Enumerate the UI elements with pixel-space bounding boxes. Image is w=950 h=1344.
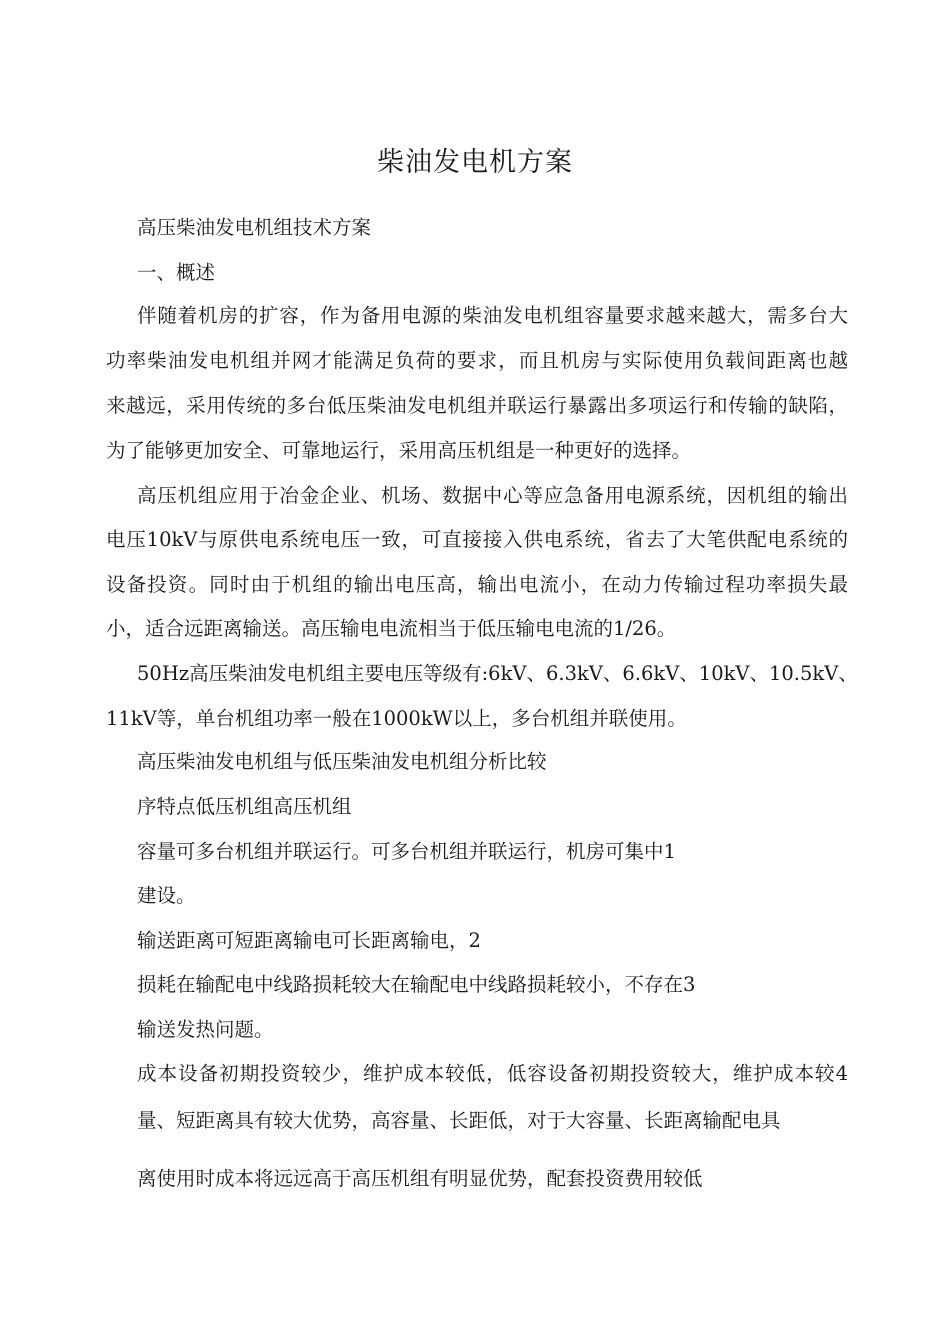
table-header-row: 序特点低压机组高压机组 [137, 795, 352, 818]
table-row-text: 输送距离可短距离输电可长距离输电，2 [137, 929, 481, 952]
paragraph-line: 伴随着机房的扩容，作为备用电源的柴油发电机组容量要求越来越大，需多台大 [137, 304, 848, 327]
paragraph-line: 11kV等，单台机组功率一般在1000kW以上，多台机组并联使用。 [106, 707, 687, 730]
table-caption: 高压柴油发电机组与低压柴油发电机组分析比较 [137, 750, 547, 773]
paragraph-line: 设备投资。同时由于机组的输出电压高，输出电流小，在动力传输过程功率损失最 [106, 573, 848, 596]
table-row-text: 离使用时成本将远远高于高压机组有明显优势，配套投资费用较低 [137, 1167, 703, 1190]
paragraph-line: 50Hz高压柴油发电机组主要电压等级有:6kV、6.3kV、6.6kV、10kV、10.5kV、 [137, 662, 858, 685]
document-title: 柴油发电机方案 [377, 147, 573, 178]
table-row-text: 建设。 [137, 884, 196, 907]
paragraph-line: 功率柴油发电机组并网才能满足负荷的要求，而且机房与实际使用负载间距离也越 [106, 349, 848, 372]
paragraph-line: 小，适合远距离输送。高压输电电流相当于低压输电电流的1/26。 [106, 617, 677, 640]
paragraph-line: 电压10kV与原供电系统电压一致，可直接接入供电系统，省去了大笔供配电系统的 [106, 528, 848, 551]
paragraph-line: 来越远，采用传统的多台低压柴油发电机组并联运行暴露出多项运行和传输的缺陷， [106, 394, 848, 417]
table-row-text: 输送发热问题。 [137, 1018, 274, 1041]
paragraph-line: 高压机组应用于冶金企业、机场、数据中心等应急备用电源系统，因机组的输出 [137, 484, 848, 507]
table-row-text: 量、短距离具有较大优势，高容量、长距低，对于大容量、长距离输配电具 [137, 1109, 781, 1132]
table-row-text: 成本设备初期投资较少，维护成本较低，低容设备初期投资较大，维护成本较4 [137, 1062, 848, 1085]
table-row-text: 损耗在输配电中线路损耗较大在输配电中线路损耗较小，不存在3 [137, 973, 696, 996]
table-row-text: 容量可多台机组并联运行。可多台机组并联运行，机房可集中1 [137, 840, 676, 863]
section-heading: 高压柴油发电机组技术方案 [137, 216, 372, 239]
paragraph-line: 为了能够更加安全、可靠地运行，采用高压机组是一种更好的选择。 [106, 439, 692, 462]
subsection-heading: 一、概述 [137, 261, 216, 284]
